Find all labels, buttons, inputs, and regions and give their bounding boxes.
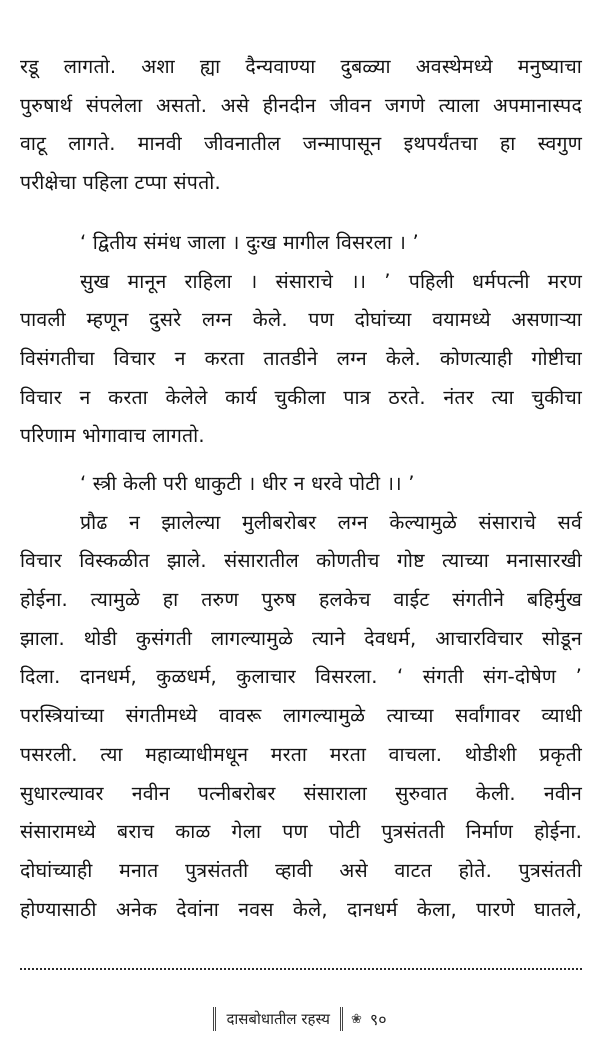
text-line: प्रौढ न झालेल्या मुलीबरोबर लग्न केल्यामुळे संसाराचे सर्व [80,510,582,534]
paragraph-3 [20,465,582,929]
text-line: परिणाम भोगावाच लागतो. [20,424,205,448]
page-footer [0,1004,600,1034]
paragraph-2 [20,224,582,456]
verse-line: ‘ द्वितीय संमंध जाला । दुःख मागील विसरला । ’ [80,231,419,254]
text-line: होण्यासाठी अनेक देवांना नवस केले, दानधर्म केला, पारणे घातले, [20,897,582,921]
dotted-divider [20,968,582,970]
text-line: पावली म्हणून दुसरे लग्न केले. पण दोघांच्या वयामध्ये असणाऱ्या [20,308,582,332]
text-line: विचार न करता केलेले कार्य चुकीला पात्र ठरते. नंतर त्या चुकीचा [20,385,582,409]
book-title: दासबोधातील रहस्य [213,1007,343,1031]
text-line: होईना. त्यामुळे हा तरुण पुरुष हलकेच वाईट संगतीने बहिर्मुख [20,588,582,612]
page-number: ९० [369,1010,387,1029]
text-line: दोघांच्याही मनात पुत्रसंतती व्हावी असे वाटत होते. पुत्रसंतती [20,858,582,882]
verse-line: ‘ स्त्री केली परी धाकुटी । धीर न धरवे पोटी ।। ’ [80,472,415,495]
text-line: विचार विस्कळीत झाले. संसारातील कोणतीच गोष्ट त्याच्या मनासारखी [20,549,582,573]
text-line: सुधारल्यावर नवीन पत्नीबरोबर संसाराला सुरुवात केली. नवीन [20,781,582,805]
text-line: सुख मानून राहिला । संसाराचे ।। ’ पहिली धर्मपत्नी मरण [80,269,582,293]
text-line: विसंगतीचा विचार न करता तातडीने लग्न केले. कोणत्याही गोष्टीचा [20,347,582,371]
paragraph-1 [20,48,582,203]
text-line: संसारामध्ये बराच काळ गेला पण पोटी पुत्रसंतती निर्माण होईना. [20,820,582,844]
text-line: पुरुषार्थ संपलेला असतो. असे हीनदीन जीवन जगणे त्याला अपमानास्पद [20,93,582,117]
text-line: परस्त्रियांच्या संगतीमध्ये वावरू लागल्यामुळे त्याच्या सर्वांगावर व्याधी [20,704,582,728]
text-line: पसरली. त्या महाव्याधीमधून मरता मरता वाचला. थोडीशी प्रकृती [20,742,582,766]
text-line: झाला. थोडी कुसंगती लागल्यामुळे त्याने देवधर्म, आचारविचार सोडून [20,626,582,650]
text-line: परीक्षेचा पहिला टप्पा संपतो. [20,171,221,195]
text-line: वाटू लागते. मानवी जीवनातील जन्मापासून इथपर्यंतचा हा स्वगुण [20,132,582,156]
flower-ornament-icon: ❀ [351,1011,362,1027]
text-line: दिला. दानधर्म, कुळधर्म, कुलाचार विसरला. ‘ संगती संग-दोषेण ’ [20,665,582,689]
text-line: रडू लागतो. अशा ह्या दैन्यवाण्या दुबळ्या अवस्थेमध्ये मनुष्याचा [20,55,582,78]
